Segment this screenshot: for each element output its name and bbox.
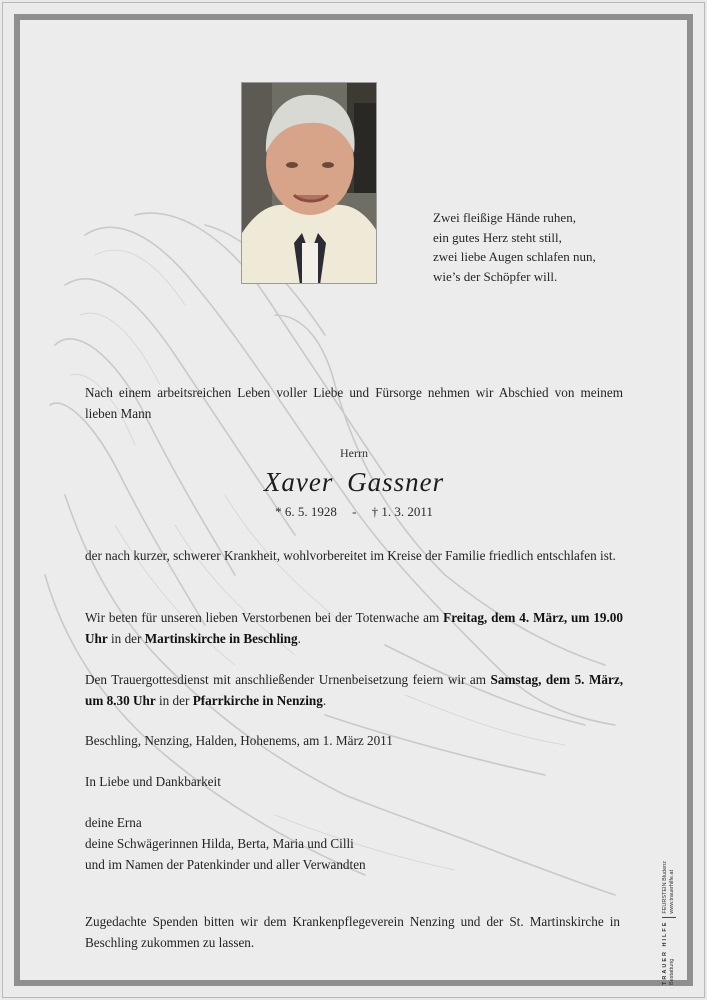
- funeral-date: Samstag, dem 5. März, um 8.30 Uhr: [85, 672, 623, 708]
- funeral-place: Pfarrkirche in Nenzing: [192, 693, 323, 708]
- funeral-text-1: Den Trauergottesdienst mit anschließender Urnenbeisetzung feiern wir am: [85, 672, 491, 687]
- vigil-date: Freitag, dem 4. März, um 19.00 Uhr: [85, 610, 623, 646]
- funeral-text-2: in der: [155, 693, 193, 708]
- vigil-text-3: .: [297, 631, 301, 646]
- vigil-text-1: Wir beten für unseren lieben Verstorbenen bei der Totenwache am: [85, 610, 444, 625]
- mourner-line: und im Namen der Patenkinder und aller Verwandten: [85, 857, 366, 872]
- last-name: Gassner: [347, 467, 445, 497]
- vigil-text-2: in der: [107, 631, 145, 646]
- logo-line: www.trauerhilfe.at: [669, 869, 675, 914]
- logo-title: TRAUER HILFE: [662, 920, 668, 985]
- vigil-place: Martinskirche in Beschling: [144, 631, 298, 646]
- place-date: Beschling, Nenzing, Halden, Hohenems, am 1. März 2011: [85, 733, 393, 748]
- death-date: † 1. 3. 2011: [371, 504, 433, 519]
- life-dates: [85, 504, 623, 520]
- closing-text: In Liebe und Dankbarkeit: [85, 774, 221, 789]
- portrait-image: [242, 83, 377, 284]
- logo-text: [662, 861, 676, 985]
- mourner-line: deine Erna: [85, 815, 142, 830]
- mourner-line: deine Schwägerinnen Hilda, Berta, Maria und Cilli: [85, 836, 354, 851]
- logo-line: FEURSTEIN Bludenz: [662, 861, 668, 914]
- donations-text: Zugedachte Spenden bitten wir dem Krankenpflegeverein Nenzing und der St. Martinskirche in Beschling zukommen zu lassen.: [85, 914, 620, 950]
- date-separator: -: [352, 504, 357, 519]
- portrait-photo: [241, 82, 377, 284]
- logo-line: Bestattung: [669, 958, 675, 985]
- vigil-text: [85, 607, 623, 649]
- poem-line: ein gutes Herz steht still,: [433, 229, 562, 245]
- mourners-list: [85, 812, 623, 875]
- deceased-name: [85, 467, 623, 498]
- birth-date: * 6. 5. 1928: [275, 504, 337, 519]
- poem-line: zwei liebe Augen schlafen nun,: [433, 249, 596, 264]
- funeral-text-3: .: [322, 693, 327, 708]
- poem-line: wie’s der Schöpfer will.: [433, 268, 558, 284]
- funeral-home-logo: [645, 861, 693, 985]
- funeral-text: [85, 669, 623, 711]
- intro-text: Nach einem arbeitsreichen Leben voller Liebe und Fürsorge nehmen wir Abschied von meinem lieben Mann: [85, 385, 623, 421]
- poem-line: Zwei fleißige Hände ruhen,: [433, 210, 576, 225]
- passing-text: der nach kurzer, schwerer Krankheit, wohlvorbereitet im Kreise der Familie friedlich entschlafen ist.: [85, 548, 616, 563]
- first-name: Xaver: [263, 467, 334, 497]
- salutation: Herrn: [340, 446, 368, 460]
- poem: [433, 208, 673, 286]
